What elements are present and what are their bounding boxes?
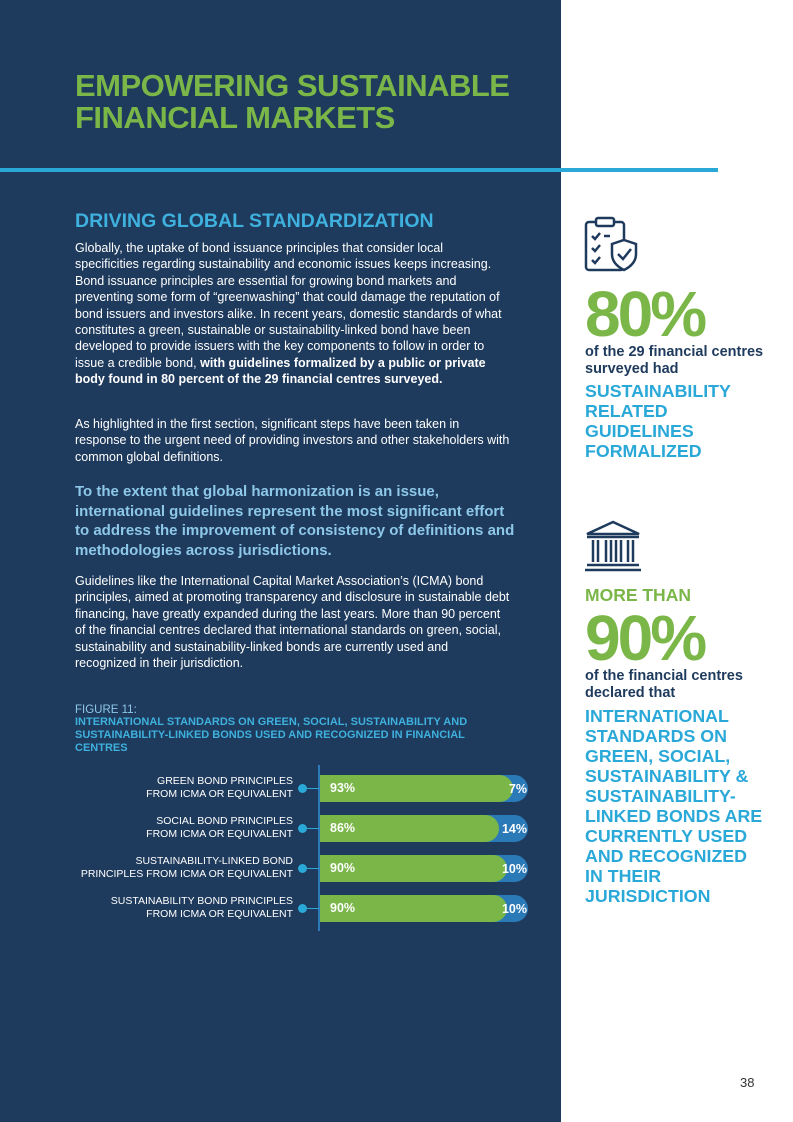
chart-row (0, 895, 561, 925)
bar-remainder-value: 10% (501, 902, 527, 916)
paragraph-2: As highlighted in the first section, significant steps have been taken in response to the urgent need of providing investors and other stakeholders with common global definitions. (75, 417, 510, 464)
category-label (43, 775, 293, 801)
category-label (43, 815, 293, 841)
category-label-line: FROM ICMA OR EQUIVALENT (146, 908, 293, 920)
chart-row (0, 775, 561, 805)
page-title (75, 70, 510, 134)
category-connector (303, 788, 319, 789)
stat-1-highlight: SUSTAINABILITY RELATED GUIDELINES FORMALIZED (585, 381, 731, 461)
category-label-line: FROM ICMA OR EQUIVALENT (146, 788, 293, 800)
category-label-line: FROM ICMA OR EQUIVALENT (146, 828, 293, 840)
bar-primary-value: 93% (330, 781, 356, 795)
bar-primary-value: 86% (330, 821, 356, 835)
category-label (43, 855, 293, 881)
category-label-line: SUSTAINABILITY BOND PRINCIPLES (110, 895, 293, 907)
page-title-line-1: EMPOWERING SUSTAINABLE (75, 68, 510, 103)
figure-label: FIGURE 11: (75, 704, 137, 716)
figure-title: INTERNATIONAL STANDARDS ON GREEN, SOCIAL, SUSTAINABILITY AND SUSTAINABILITY-LINKED BONDS USED AND RECOGNIZED IN FINANCIAL CENTRES (75, 716, 468, 754)
paragraph-1-text: Globally, the uptake of bond issuance principles that consider local specificities regarding sustainability and economic issues keeps increasing. Bond issuance principles are essential for growing bond markets and preventing some form of “greenwashing” that could damage the reputation of bond issuers and investors alike. In recent years, domestic standards of what constitutes a green, sustainable or sustainability-linked bond have been developed to provide issuers with the key components to follow in order to issue a credible bond, (75, 241, 502, 370)
paragraph-1-bold: with guidelines formalized by a public or private body found in 80 percent of the 29 financial centres surveyed. (75, 355, 486, 387)
stat-1-number: 80% (585, 278, 705, 350)
page-number: 38 (740, 1075, 755, 1090)
figure-11-chart (0, 765, 561, 935)
accent-divider (0, 168, 718, 172)
category-label-line: PRINCIPLES FROM ICMA OR EQUIVALENT (80, 868, 293, 880)
category-label-line: GREEN BOND PRINCIPLES (157, 775, 293, 787)
stat-2-highlight: INTERNATIONAL STANDARDS ON GREEN, SOCIAL, SUSTAINABILITY & SUSTAINABILITY-LINKED BONDS ARE CURRENTLY USED AND RECOGNIZED IN THEIR JURISDICTION (585, 706, 763, 906)
page-title-line-2: FINANCIAL MARKETS (75, 100, 395, 135)
bank-building-icon (584, 520, 642, 572)
category-connector (303, 828, 319, 829)
bar-remainder-value: 14% (501, 822, 527, 836)
stat-2-number: 90% (585, 602, 705, 674)
chart-row (0, 815, 561, 845)
paragraph-3: Guidelines like the International Capital Market Association’s (ICMA) bond principles, aimed at promoting transparency and disclosure in sustainable debt financing, have greatly expanded during the last years. More than 90 percent of the financial centres declared that international standards on green, social, sustainability and sustainability-linked bonds are currently used and recognized in their jurisdiction. (75, 574, 510, 671)
paragraph-1 (75, 240, 510, 388)
stat-1-text: of the 29 financial centres surveyed had (585, 344, 764, 377)
stat-2-prefix: MORE THAN (585, 585, 691, 605)
bar-primary-value: 90% (330, 861, 356, 875)
bar-remainder-value: 10% (501, 862, 527, 876)
category-label-line: SUSTAINABILITY-LINKED BOND (135, 855, 293, 867)
highlight-quote: To the extent that global harmonization is an issue, international guidelines represent the most significant effort to address the improvement of consistency of definitions and methodologies across jurisdictions. (75, 483, 515, 559)
category-connector (303, 908, 319, 909)
category-label-line: SOCIAL BOND PRINCIPLES (156, 815, 293, 827)
category-connector (303, 868, 319, 869)
stat-2-text: of the financial centres declared that (585, 668, 743, 701)
section-heading: DRIVING GLOBAL STANDARDIZATION (75, 210, 434, 232)
bar-primary-value: 90% (330, 901, 356, 915)
category-label (43, 895, 293, 921)
clipboard-shield-icon (584, 216, 640, 274)
bar-remainder-value: 7% (508, 782, 527, 796)
chart-row (0, 855, 561, 885)
